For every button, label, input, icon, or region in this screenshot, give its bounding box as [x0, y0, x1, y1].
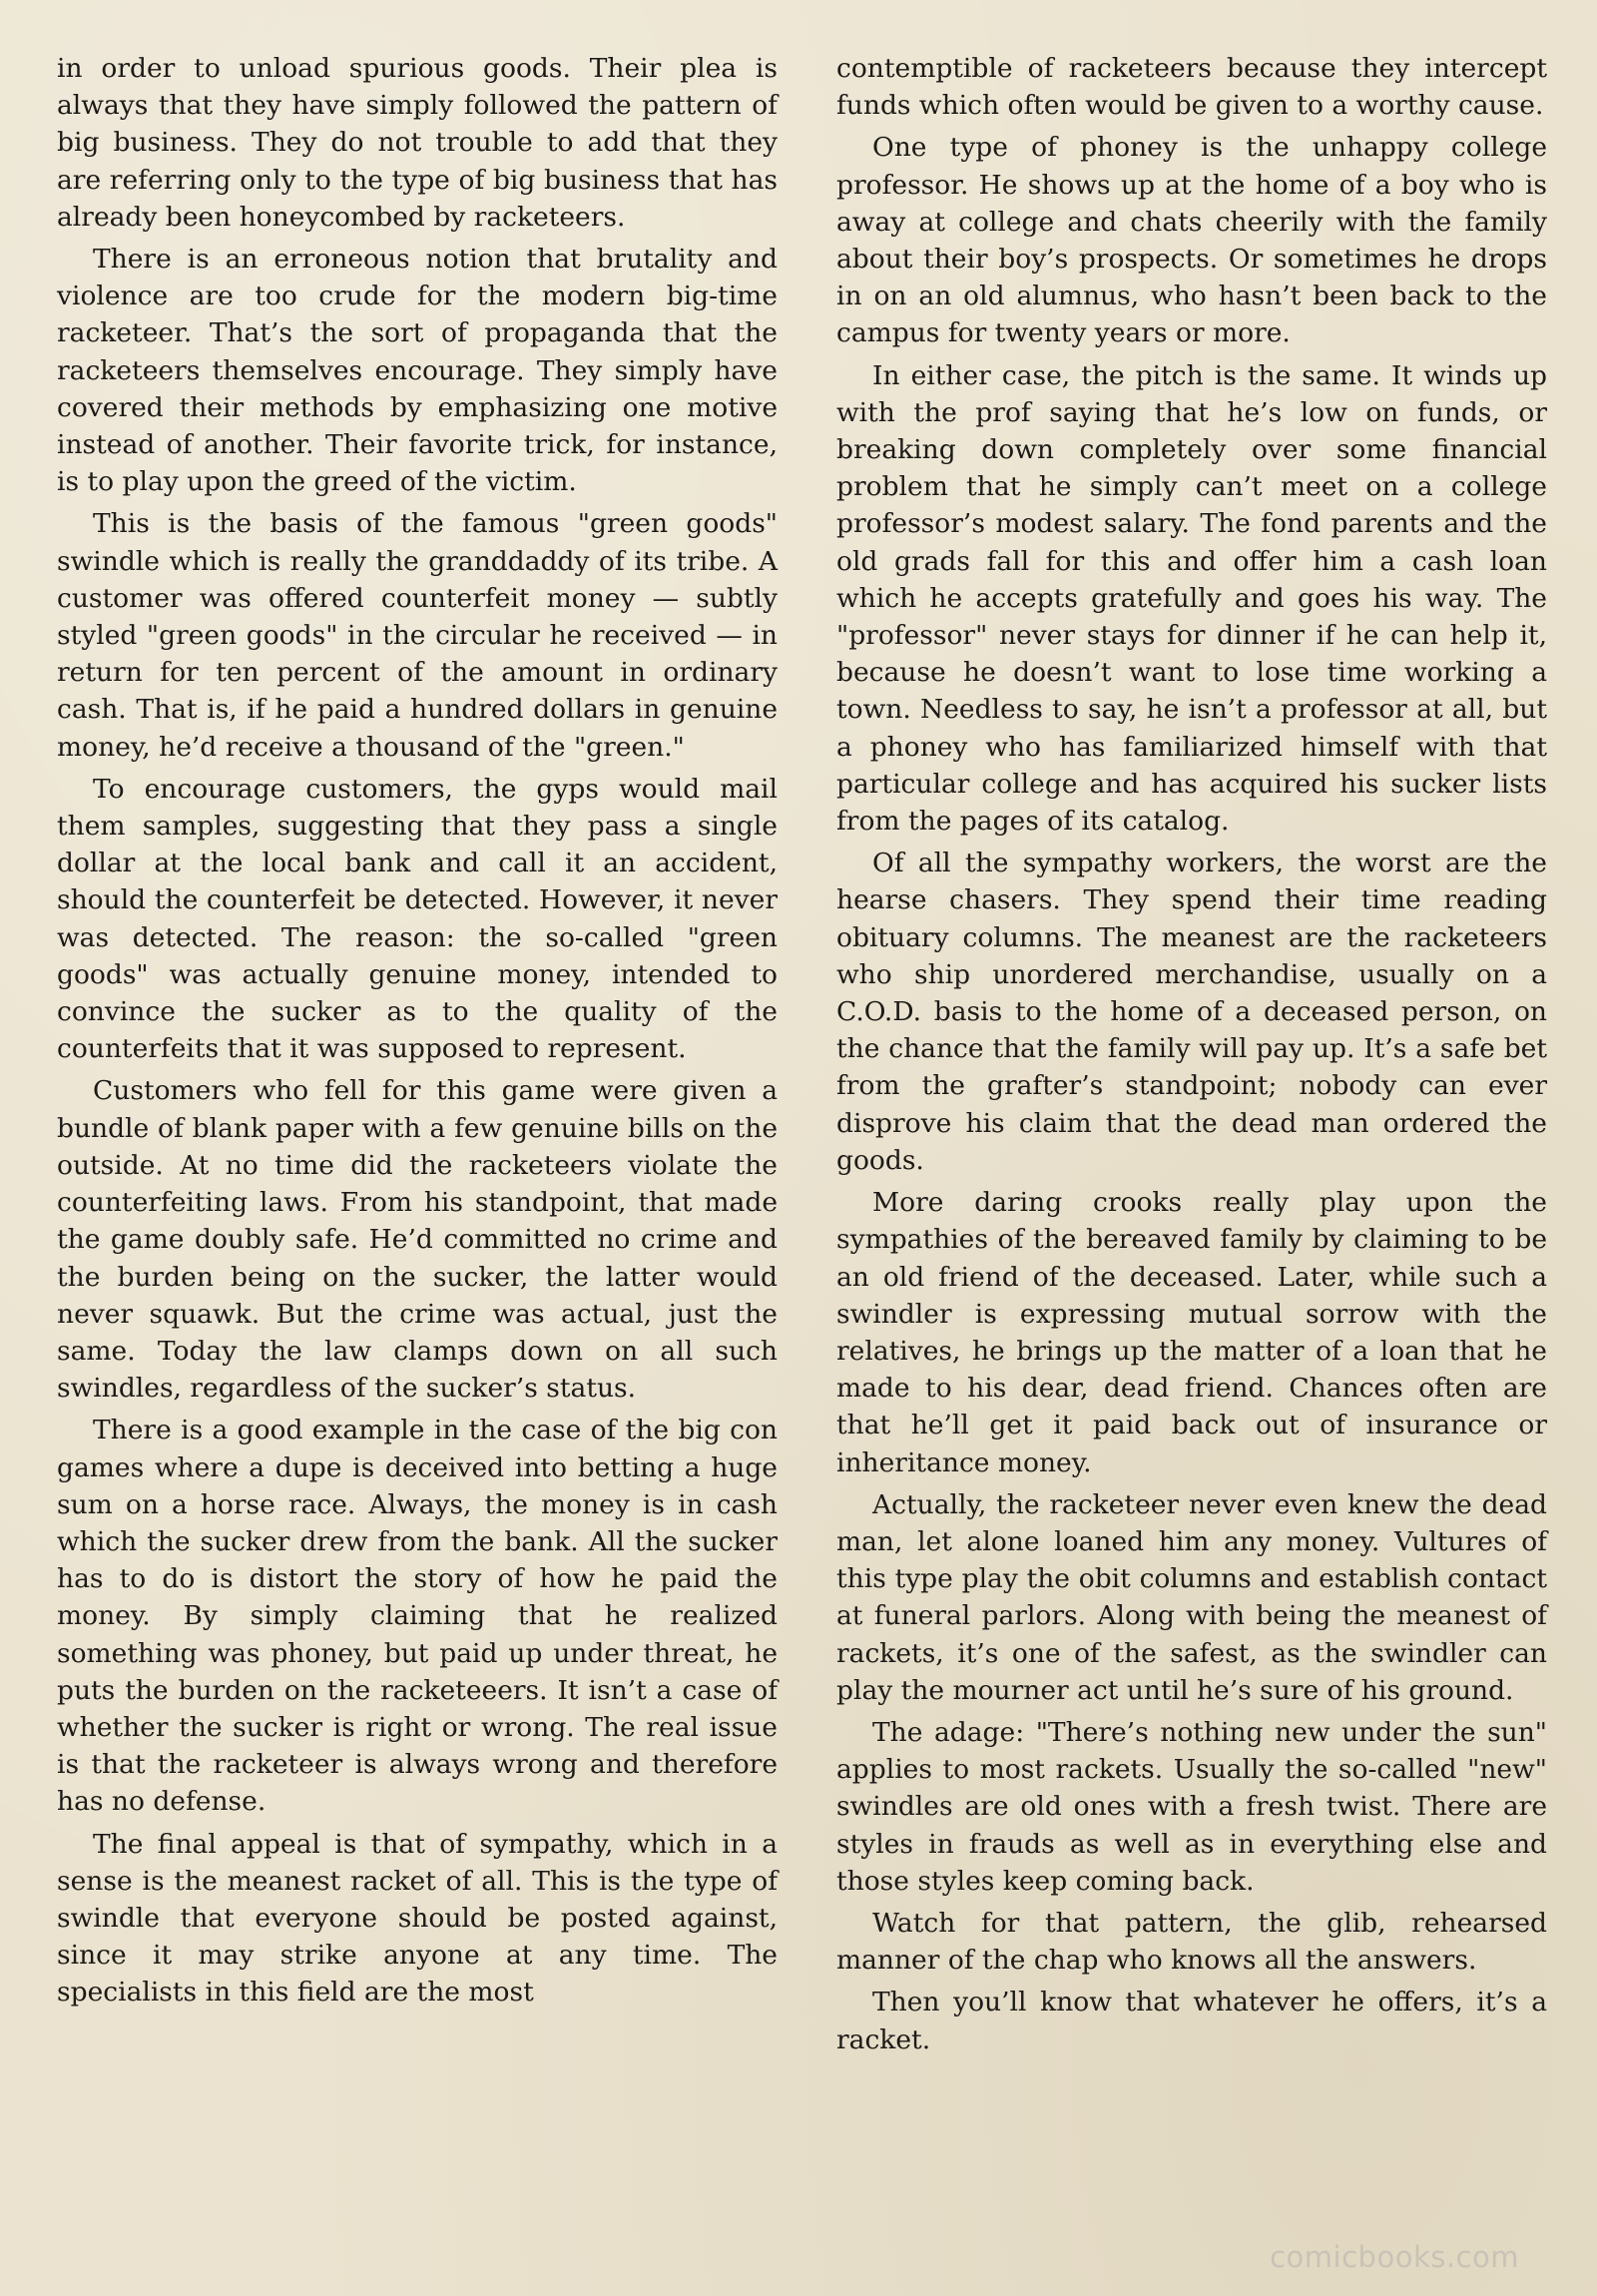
paragraph: The final appeal is that of sympathy, which in a sense is the meanest racket of all. This is the type of swindle that everyone should be posted against, since it may strike anyone at any time. The specialists in this field are the most — [57, 1828, 778, 2009]
paragraph: Of all the sympathy workers, the worst are the hearse chasers. They spend their time reading obituary columns. The meanest are the racketeers who ship unordered merchandise, usually on a C.O.D. basis to the home of a deceased person, on the chance that the family will pay up. It’s a safe bet from the grafter’s standpoint; nobody can ever disprove his claim that the dead man ordered the goods. — [836, 848, 1547, 1176]
paragraph: Actually, the racketeer never even knew the dead man, let alone loaned him any money. Vultures of this type play the obit columns and establish contact at funeral parlors. Along with being the meanest of rackets, it’s one of the safest, as the swindler can play the mourner act until he’s sure of his ground. — [836, 1488, 1547, 1706]
watermark-text: comicbooks.com — [1270, 2240, 1519, 2274]
paragraph: Customers who fell for this game were given a bundle of blank paper with a few genuine bills on the outside. At no time did the racketeers violate the counterfeiting laws. From his standpoint, that made the game doubly safe. He’d committed no crime and the burden being on the sucker, the latter would never squawk. But the crime was actual, just the same. Today the law clamps down on all such swindles, regardless of the sucker’s status. — [57, 1075, 778, 1405]
paragraph: This is the basis of the famous "green goods" swindle which is really the granddaddy of its tribe. A customer was offered counterfeit money — subtly styled "green goods" in the circular he received — in return for ten percent of the amount in ordinary cash. That is, if he paid a hundred dollars in genuine money, he’d receive a thousand of the "green." — [57, 508, 778, 763]
paragraph: One type of phoney is the unhappy college professor. He shows up at the home of a boy who is away at college and chats cheerily with the family about their boy’s prospects. Or sometimes he drops in on an old alumnus, who hasn’t been back to the campus for twenty years or more. — [836, 132, 1547, 349]
paragraph: Watch for that pattern, the glib, rehearsed manner of the chap who knows all the answers. — [836, 1907, 1547, 1977]
right-text-column — [836, 50, 1547, 2063]
paragraph: Then you’ll know that whatever he offers, it’s a racket. — [836, 1987, 1547, 2055]
paragraph: More daring crooks really play upon the sympathies of the bereaved family by claiming to be an old friend of the deceased. Later, while such a swindler is expressing mutual sorrow with the relatives, he brings up the matter of a loan that he made to his dear, dead friend. Chances often are that he’ll get it paid back out of insurance or inheritance money. — [836, 1187, 1547, 1478]
paragraph: contemptible of racketeers because they intercept funds which often would be given to a worthy cause. — [836, 53, 1547, 122]
paragraph: There is an erroneous notion that brutality and violence are too crude for the modern big-time racketeer. That’s the sort of propaganda that the racketeers themselves encourage. They simply have covered their methods by emphasizing one motive instead of another. Their favorite trick, for instance, is to play upon the greed of the victim. — [57, 244, 778, 498]
paragraph: In either case, the pitch is the same. It winds up with the prof saying that he’s low on funds, or breaking down completely over some financial problem that he simply can’t meet on a college professor’s modest salary. The fond parents and the old grads fall for this and offer him a cash loan which he accepts gratefully and goes his way. The "professor" never stays for dinner if he can help it, because he doesn’t want to lose time working a town. Needless to say, he isn’t a professor at all, but a phoney who has familiarized himself with that particular college and has acquired his sucker lists from the pages of its catalog. — [836, 359, 1547, 838]
paragraph: The adage: "There’s nothing new under the sun" applies to most rackets. Usually the so-called "new" swindles are old ones with a fresh twist. There are styles in frauds as well as in everything else and those styles keep coming back. — [836, 1716, 1547, 1897]
paragraph: To encourage customers, the gyps would mail them samples, suggesting that they pass a single dollar at the local bank and call it an accident, should the counterfeit be detected. However, it never was detected. The reason: the so-called "green goods" was actually genuine money, intended to convince the sucker as to the quality of the counterfeits that it was supposed to represent. — [57, 773, 778, 1065]
paragraph: There is a good example in the case of the big con games where a dupe is deceived into betting a huge sum on a horse race. Always, the money is in cash which the sucker drew from the bank. All the sucker has to do is distort the story of how he paid the money. By simply claiming that he realized something was phoney, but paid up under threat, he puts the burden on the racketeeers. It isn’t a case of whether the sucker is right or wrong. The real issue is that the racketeer is always wrong and therefore has no defense. — [57, 1415, 778, 1818]
left-text-column — [57, 50, 778, 2016]
paragraph: in order to unload spurious goods. Their plea is always that they have simply followed the pattern of big business. They do not trouble to add that they are referring only to the type of big business that has already been honeycombed by racketeers. — [57, 53, 778, 233]
